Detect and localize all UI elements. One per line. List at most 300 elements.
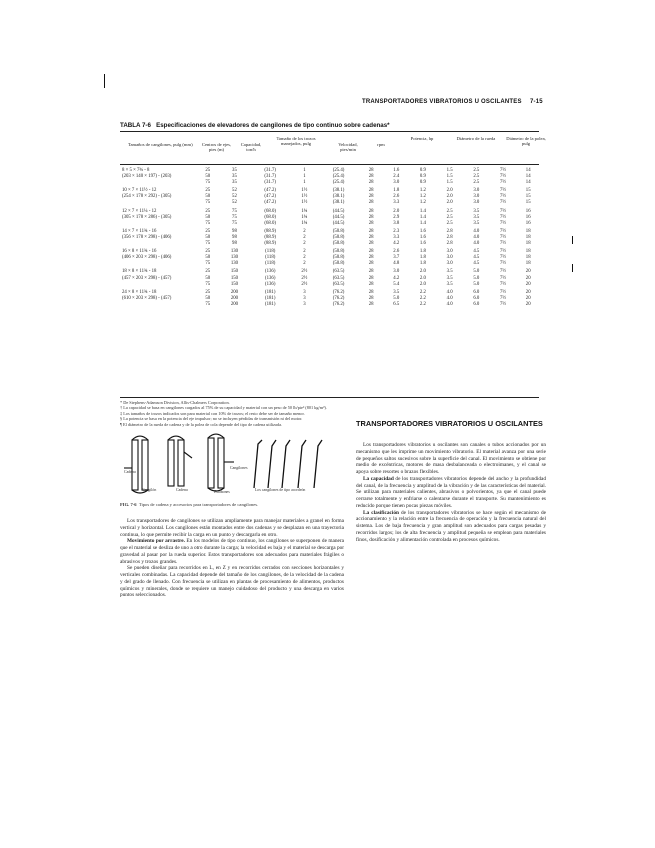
table-bottom-rule xyxy=(120,397,539,398)
group-spacer xyxy=(120,308,540,310)
table-cell: 7½ xyxy=(500,214,507,220)
table-cell: 150 xyxy=(230,281,239,287)
table-header-rule xyxy=(120,164,539,165)
table-cell: 35 xyxy=(232,174,237,180)
table-cell: 28 xyxy=(368,234,374,240)
col-header-capacity: Capacidad, ton/h xyxy=(240,142,262,153)
table-cell: 75 xyxy=(232,214,237,220)
table-cell: 2.8 xyxy=(446,241,453,247)
size-cell: (406 × 203 × 298) - (406) xyxy=(122,255,172,261)
table-cell: 3 xyxy=(303,295,306,301)
figure-caption-text: Tipos de cadena y accesorios para transportadores de cangilones. xyxy=(138,502,259,507)
table-cell: 3.5 xyxy=(473,214,480,220)
table-cell: 2.8 xyxy=(446,234,453,240)
table-cell: 4.0 xyxy=(446,295,453,301)
table-cell: 4.0 xyxy=(446,301,453,307)
scan-mark-right-1 xyxy=(572,236,573,244)
size-cell: (457 × 203 × 298) - (457) xyxy=(122,275,172,281)
table-cell: 7½ xyxy=(500,241,507,247)
elevator-middle xyxy=(168,436,192,486)
table-cell: (38.1) xyxy=(332,200,345,206)
table-cell: 35 xyxy=(232,168,237,173)
table-cell: 14 xyxy=(525,180,531,186)
table-cell: 28 xyxy=(368,255,374,261)
table-cell: 130 xyxy=(230,261,239,267)
table-cell: 28 xyxy=(368,295,374,301)
table-cell: 1.6 xyxy=(419,228,426,234)
table-cell: 4.5 xyxy=(473,261,480,267)
table-cell: (50.8) xyxy=(332,241,345,247)
table-cell: (68.0) xyxy=(264,208,277,214)
table-cell: 4.5 xyxy=(473,249,480,255)
table-cell: 28 xyxy=(368,188,374,194)
elevator-right xyxy=(208,434,234,491)
table-cell: 75 xyxy=(205,261,211,267)
table-cell: (63.5) xyxy=(332,281,345,287)
table-cell: (47.2) xyxy=(264,194,277,200)
table-cell: (50.8) xyxy=(332,255,345,261)
table-cell: 3.5 xyxy=(446,269,453,275)
table-cell: (118) xyxy=(265,249,276,255)
table-cell: 2.2 xyxy=(419,301,426,307)
table-cell: 7½ xyxy=(500,295,507,301)
table-cell: 7½ xyxy=(500,261,507,267)
table-cell: 1.5 xyxy=(446,174,453,180)
figure-caption xyxy=(120,502,344,508)
table-cell: 3.5 xyxy=(446,281,453,287)
table-cell: 2 xyxy=(303,228,306,234)
table-cell: 3.3 xyxy=(393,234,400,240)
table-cell: 2.5 xyxy=(446,214,453,220)
table-cell: 7½ xyxy=(500,234,507,240)
table-cell: 7½ xyxy=(500,168,507,173)
table-cell: 52 xyxy=(232,188,237,194)
table-cell: 2.5 xyxy=(473,180,480,186)
table-cell: 6.0 xyxy=(473,301,480,307)
right-column-text xyxy=(356,442,546,543)
table-cell: 75 xyxy=(205,281,211,287)
table-cell: 1.2 xyxy=(419,200,426,206)
table-cell: 35 xyxy=(232,180,237,186)
table-cell: 5.0 xyxy=(473,281,480,287)
table-cell: 28 xyxy=(368,241,374,247)
table-cell: 3.5 xyxy=(473,208,480,214)
table-cell: (44.5) xyxy=(332,214,345,220)
table-cell: 200 xyxy=(230,295,239,301)
table-cell: (47.2) xyxy=(264,188,277,194)
table-cell: 2.6 xyxy=(393,249,400,255)
size-cell: 24 × 8 × 11¾ - 18 xyxy=(122,289,157,295)
size-cell: (356 × 178 × 298) - (406) xyxy=(122,234,172,240)
table-cell: 0.9 xyxy=(419,180,426,186)
table-cell: 28 xyxy=(368,194,374,200)
scan-mark-right-2 xyxy=(572,264,573,272)
table-cell: 1.8 xyxy=(393,188,400,194)
table-cell: 3.7 xyxy=(393,255,400,261)
table-cell: 7½ xyxy=(500,188,507,194)
footnote: ‡ Los tamaños de trozos indicados son para material con 10% de trozos; el resto debe ser de tamaño menor. xyxy=(120,410,305,416)
paragraph: Se pueden diseñar para recorridos en L, en Z y en recorridos cerrados con secciones horizontales y verticales combinadas. La capacidad depende del tamaño de los cangilones, de la velocidad de la cadena y del grado de llenado. Con frecuencia se utilizan en plantas de procesamiento de alimentos, productos químicos y minerales, donde se requiere un manejo cuidadoso del producto y una descarga en varios puntos seleccionados. xyxy=(120,565,344,599)
table-cell: 2.3 xyxy=(393,228,400,234)
table-cell: 52 xyxy=(232,194,237,200)
table-cell: 75 xyxy=(232,208,237,214)
table-cell: 2.6 xyxy=(393,194,400,200)
table-label: TABLA 7-6 xyxy=(120,122,151,129)
table-cell: 75 xyxy=(232,220,237,226)
table-cell: 1½ xyxy=(301,200,308,206)
col-header-pulley: Diámetro de la polea, pulg xyxy=(506,136,546,147)
table-cell: 98 xyxy=(232,228,237,234)
table-cell: 16 xyxy=(525,220,531,226)
table-cell: 52 xyxy=(232,200,237,206)
table-cell: 7½ xyxy=(500,249,507,255)
table-cell: 1½ xyxy=(301,188,308,194)
table-cell: 75 xyxy=(205,301,211,307)
table-cell: 1.4 xyxy=(419,214,426,220)
table-cell: 50 xyxy=(205,275,211,281)
table-cell: 15 xyxy=(525,200,531,206)
table-cell: 7½ xyxy=(500,255,507,261)
table-cell: 0.9 xyxy=(419,174,426,180)
table-cell: 50 xyxy=(205,255,211,261)
table-cell: 28 xyxy=(368,168,374,173)
table-cell: 130 xyxy=(230,249,239,255)
table-cell: 2 xyxy=(303,249,306,255)
table-cell: (88.9) xyxy=(264,234,277,240)
table-cell: 28 xyxy=(368,180,374,186)
table-cell: 3.3 xyxy=(393,200,400,206)
table-cell: 3.0 xyxy=(446,261,453,267)
table-cell: (68.0) xyxy=(264,214,277,220)
table-cell: 2.9 xyxy=(393,214,400,220)
table-cell: 50 xyxy=(205,234,211,240)
table-top-rule xyxy=(120,131,539,132)
table-cell: 7½ xyxy=(500,301,507,307)
table-cell: 1.2 xyxy=(419,194,426,200)
table-cell: 3.5 xyxy=(446,275,453,281)
table-cell: 2.0 xyxy=(419,269,426,275)
table-cell: 75 xyxy=(205,241,211,247)
table-cell: 28 xyxy=(368,220,374,226)
table-cell: 7½ xyxy=(500,289,507,295)
table-cell: 2.5 xyxy=(473,168,480,173)
size-cell: (254 × 178 × 292) - (305) xyxy=(122,194,172,200)
table-cell: 150 xyxy=(230,275,239,281)
table-cell: (50.8) xyxy=(332,234,345,240)
page-number: 7-15 xyxy=(530,99,543,105)
table-cell: 16 xyxy=(525,214,531,220)
table-cell: 1.8 xyxy=(419,249,426,255)
table-cell: 15 xyxy=(525,194,531,200)
table-cell: 2.2 xyxy=(419,295,426,301)
left-column-text xyxy=(120,518,344,599)
table-cell: 20 xyxy=(525,289,531,295)
table-cell: 18 xyxy=(525,228,531,234)
running-header: TRANSPORTADORES VIBRATORIOS U OSCILANTES xyxy=(362,99,522,105)
table-cell: 1.6 xyxy=(419,241,426,247)
table-cell: (88.9) xyxy=(264,241,277,247)
table-cell: (63.5) xyxy=(332,275,345,281)
table-cell: 15 xyxy=(525,188,531,194)
table-cell: 7½ xyxy=(500,269,507,275)
table-cell: 3 xyxy=(303,289,306,295)
table-cell: (181) xyxy=(265,295,276,301)
table-cell: 1.8 xyxy=(419,261,426,267)
table-cell: 3.5 xyxy=(473,220,480,226)
table-cell: 28 xyxy=(368,214,374,220)
table-cell: 14 xyxy=(525,174,531,180)
table-cell: (25.4) xyxy=(332,174,345,180)
footnote: ¶ El diámetro de la rueda de cadena y de la polea de cola depende del tipo de cadena utilizada. xyxy=(120,421,283,427)
table-cell: 3.0 xyxy=(473,188,480,194)
table-cell: (68.0) xyxy=(264,220,277,226)
table-cell: 1¾ xyxy=(301,214,308,220)
table-cell: 2.5 xyxy=(446,208,453,214)
table-cell: 2 xyxy=(303,234,306,240)
table-cell: 2½ xyxy=(301,275,308,281)
table-cell: 2½ xyxy=(301,269,308,275)
table-cell: 1.5 xyxy=(446,180,453,186)
table-cell: 4.0 xyxy=(473,228,480,234)
table-cell: 2.0 xyxy=(419,281,426,287)
table-cell: (44.5) xyxy=(332,208,345,214)
table-cell: 1.2 xyxy=(419,188,426,194)
col-header-power: Potencia, hp xyxy=(410,136,434,141)
table-cell: (88.9) xyxy=(264,228,277,234)
size-cell: 18 × 8 × 11¾ - 18 xyxy=(122,269,157,275)
table-cell: 4.0 xyxy=(446,289,453,295)
table-cell: 28 xyxy=(368,174,374,180)
table-cell: 4.0 xyxy=(473,234,480,240)
elevator-left xyxy=(124,436,148,493)
table-cell: 3.8 xyxy=(393,220,400,226)
table-cell: 3.0 xyxy=(473,194,480,200)
figure-label-f: Los cangilones de tipo acordeón xyxy=(255,488,306,492)
paragraph: La capacidad de los transportadores vibratorios depende del ancho y la profundidad del canal, de la frecuencia y amplitud de la vibración y de las características del material. Se utilizan para materiales calientes, abrasivos o polvorientos, ya que el canal puede cerrarse totalmente y enfriarse o calentarse durante el transporte. Su mantenimiento es reducido porque tienen pocas piezas móviles. xyxy=(356,475,547,509)
table-cell: 5.0 xyxy=(393,295,400,301)
table-cell: 28 xyxy=(368,261,374,267)
figure-label: FIG. 7-6 xyxy=(120,502,137,507)
table-cell: 2 xyxy=(303,255,306,261)
table-cell: 2.0 xyxy=(446,200,453,206)
table-cell: 98 xyxy=(232,241,237,247)
table-cell: 75 xyxy=(205,220,211,226)
table-cell: 28 xyxy=(368,275,374,281)
table-cell: 2.0 xyxy=(446,188,453,194)
table-cell: (76.2) xyxy=(332,295,345,301)
table-cell: 50 xyxy=(205,174,211,180)
table-cell: (136) xyxy=(265,281,276,287)
table-cell: 75 xyxy=(205,180,211,186)
table-cell: 200 xyxy=(230,289,239,295)
table-cell: 7½ xyxy=(500,200,507,206)
size-cell: 14 × 7 × 11¾ - 16 xyxy=(122,228,157,234)
table-cell: 25 xyxy=(205,228,211,234)
table-cell: 1.6 xyxy=(393,168,400,173)
table-cell: 25 xyxy=(205,208,211,214)
table-cell: 7½ xyxy=(500,174,507,180)
table-cell: (47.2) xyxy=(264,200,277,206)
table-cell: 28 xyxy=(368,228,374,234)
table-cell: 3.0 xyxy=(446,255,453,261)
table-cell: 7½ xyxy=(500,208,507,214)
table-cell: 25 xyxy=(205,188,211,194)
table-cell: 18 xyxy=(525,234,531,240)
table-cell: 3 xyxy=(303,301,306,307)
table-cell: 28 xyxy=(368,289,374,295)
table-cell: (63.5) xyxy=(332,269,345,275)
table-cell: 5.4 xyxy=(393,281,400,287)
table-cell: 7½ xyxy=(500,275,507,281)
table-cell: 16 xyxy=(525,208,531,214)
table-cell: 4.8 xyxy=(393,261,400,267)
size-cell: 16 × 8 × 11¾ - 16 xyxy=(122,249,157,255)
figure-label-a: Cadena xyxy=(124,470,136,474)
table-cell: 130 xyxy=(230,255,239,261)
table-cell: (50.8) xyxy=(332,228,345,234)
table-cell: 4.2 xyxy=(393,275,400,281)
table-cell: 2.4 xyxy=(393,174,400,180)
table-cell: (31.7) xyxy=(264,174,277,180)
table-cell: (50.8) xyxy=(332,249,345,255)
paragraph: Movimiento por arrastre. En los modelos de tipo continuo, los cangilones se superponen de manera que el material se desliza de uno a otro durante la carga; la velocidad es baja y el material se descarga por gravedad al pasar por la rueda superior. Estos transportadores son adecuados para materiales frágiles o abrasivos y trozos grandes. xyxy=(120,538,344,565)
table-cell: 6.5 xyxy=(393,301,400,307)
table-cell: 28 xyxy=(368,249,374,255)
table-cell: 1.8 xyxy=(419,255,426,261)
footnote: † La capacidad se basa en cangilones cargados al 75% de su capacidad y material con un peso de 50 lb/pie³ (801 kg/m³). xyxy=(120,405,327,411)
table-cell: 2 xyxy=(303,241,306,247)
col-header-speed: Velocidad, pies/min xyxy=(338,142,358,153)
table-cell: 1 xyxy=(303,168,306,173)
table-cell: (136) xyxy=(265,269,276,275)
table-cell: 2.0 xyxy=(419,275,426,281)
table-cell: 50 xyxy=(205,194,211,200)
table-cell: (44.5) xyxy=(332,220,345,226)
table-cell: 1½ xyxy=(301,194,308,200)
table-cell: (31.7) xyxy=(264,168,277,173)
table-cell: 3.0 xyxy=(473,200,480,206)
table-cell: 6.0 xyxy=(473,295,480,301)
spec-table xyxy=(120,168,540,310)
table-cell: (118) xyxy=(265,255,276,261)
table-cell: (181) xyxy=(265,301,276,307)
table-cell: 1.4 xyxy=(419,220,426,226)
table-cell: 28 xyxy=(368,208,374,214)
table-cell: 1.5 xyxy=(446,168,453,173)
table-cell: 2.0 xyxy=(446,194,453,200)
section-title: TRANSPORTADORES VIBRATORIOS U OSCILANTES xyxy=(356,419,543,428)
size-cell: (610 × 203 × 298) - (457) xyxy=(122,295,172,301)
table-title xyxy=(120,122,540,129)
table-cell: 14 xyxy=(525,168,531,173)
table-cell: 18 xyxy=(525,261,531,267)
table-cell: 18 xyxy=(525,249,531,255)
table-cell: 20 xyxy=(525,301,531,307)
table-cell: 1¾ xyxy=(301,220,308,226)
size-cell: (305 × 178 × 286) - (305) xyxy=(122,214,172,220)
table-cell: 18 xyxy=(525,255,531,261)
table-cell: (25.4) xyxy=(332,168,345,173)
table-cell: 3.5 xyxy=(393,289,400,295)
table-cell: 7½ xyxy=(500,220,507,226)
table-cell: 98 xyxy=(232,234,237,240)
table-cell: 7½ xyxy=(500,180,507,186)
table-cell: 4.2 xyxy=(393,241,400,247)
table-cell: 7½ xyxy=(500,281,507,287)
table-cell: 1¾ xyxy=(301,208,308,214)
table-cell: 2 xyxy=(303,261,306,267)
table-cell: 6.0 xyxy=(473,289,480,295)
table-cell: 2.8 xyxy=(446,228,453,234)
table-cell: 5.0 xyxy=(473,275,480,281)
table-cell: (50.8) xyxy=(332,261,345,267)
size-cell: (203 × 140 × 197) - (203) xyxy=(122,174,172,180)
table-cell: 1.4 xyxy=(419,208,426,214)
paragraph: La clasificación de los transportadores vibratorios se hace según el mecanismo de accionamiento y la relación entre la frecuencia de operación y la frecuencia natural del sistema. Los de baja frecuencia y gran amplitud son adecuados para cargas pesadas y recorridos largos; los de alta frecuencia y amplitud pequeña se emplean para materiales finos, dosificación y alimentación controlada en procesos químicos. xyxy=(356,509,547,543)
table-cell: (118) xyxy=(265,261,276,267)
figure-label-d: Eslabones xyxy=(214,490,230,494)
col-header-wheel: Diámetro de la rueda xyxy=(456,136,496,141)
table-cell: (181) xyxy=(265,289,276,295)
scan-mark-left xyxy=(104,74,105,88)
table-cell: 2.5 xyxy=(446,220,453,226)
table-cell: 7½ xyxy=(500,194,507,200)
paragraph: Los transportadores de cangilones se utilizan ampliamente para manejar materiales a granel en forma vertical y horizontal. Los cangilones están montados entre dos cadenas y se desplazan en una trayectoria continua, lo que permite recibir la carga en un punto y descargarla en otro. xyxy=(120,518,344,538)
table-cell: 1 xyxy=(303,174,306,180)
table-cell: (136) xyxy=(265,275,276,281)
table-cell: 28 xyxy=(368,269,374,275)
table-cell: 4.5 xyxy=(473,255,480,261)
col-header-rpm: rpm xyxy=(377,142,385,147)
table-cell: 20 xyxy=(525,275,531,281)
col-header-lump: Tamaño de los trozos manejados, pulg xyxy=(276,136,316,147)
table-cell: 200 xyxy=(230,301,239,307)
figure-label-b: Cangilón xyxy=(142,488,157,492)
table-cell: 25 xyxy=(205,249,211,255)
table-cell: 7½ xyxy=(500,228,507,234)
table-cell: 3.0 xyxy=(393,269,400,275)
table-cell: 25 xyxy=(205,289,211,295)
table-cell: (76.2) xyxy=(332,289,345,295)
footnote: * De Stephens-Adamson Division, Allis-Chalmers Corporation. xyxy=(120,400,230,405)
table-cell: 50 xyxy=(205,295,211,301)
table-cell: (31.7) xyxy=(264,180,277,186)
size-cell: 10 × 7 × 11½ - 12 xyxy=(122,188,157,194)
footnote: § La potencia se basa en la potencia del eje impulsor; no se incluyen pérdidas de transmisión ni del motor. xyxy=(120,416,303,422)
table-cell: 18 xyxy=(525,241,531,247)
accordion-buckets xyxy=(254,440,322,488)
table-cell: 0.9 xyxy=(419,168,426,173)
table-cell: 150 xyxy=(230,269,239,275)
table-cell: 2.0 xyxy=(393,208,400,214)
table-cell: 75 xyxy=(205,200,211,206)
table-cell: 25 xyxy=(205,269,211,275)
paragraph: Los transportadores vibratorios u oscilantes son canales o tubos accionados por un mecanismo que les imprime un movimiento vibratorio. El material avanza por una serie de pequeños saltos sucesivos sobre la superficie del canal. El movimiento se obtiene por medio de excéntricas, motores de masa desbalanceada o electroimanes, y el canal se apoya sobre resortes o brazos flexibles. xyxy=(356,442,546,475)
table-cell: 2.5 xyxy=(473,174,480,180)
table-cell: 20 xyxy=(525,295,531,301)
col-header-centers: Centros de ejes, pies (m) xyxy=(201,142,232,153)
figure-label-e: Cangilones xyxy=(230,466,248,470)
table-cell: 4.0 xyxy=(473,241,480,247)
table-cell: (25.4) xyxy=(332,180,345,186)
table-cell: 2½ xyxy=(301,281,308,287)
table-cell: 28 xyxy=(368,200,374,206)
table-cell: (38.1) xyxy=(332,194,345,200)
size-cell: 12 × 7 × 11¼ - 12 xyxy=(122,208,157,214)
table-cell: (76.2) xyxy=(332,301,345,307)
table-cell: 50 xyxy=(205,214,211,220)
table-cell: 20 xyxy=(525,269,531,275)
